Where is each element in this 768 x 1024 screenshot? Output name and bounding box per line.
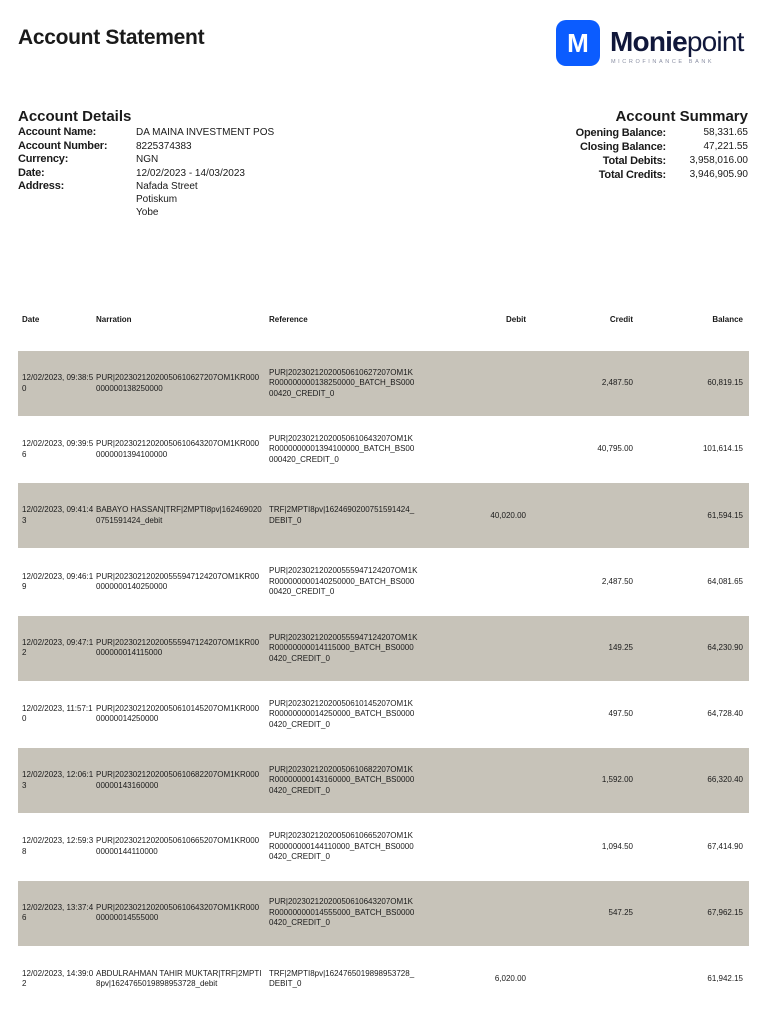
address-block — [136, 180, 198, 219]
detail-row-date — [18, 167, 274, 181]
summary-label: Closing Balance: — [579, 141, 666, 153]
summary-row-closing-balance — [576, 140, 748, 154]
cell-balance: 61,594.15 — [707, 510, 743, 520]
summary-row-opening-balance — [576, 126, 748, 140]
table-row — [18, 881, 749, 946]
summary-label: Total Credits: — [598, 169, 666, 181]
cell-narration: PUR|20230212020050610682207OM1KR00000000143160000 — [96, 770, 260, 790]
summary-label: Opening Balance: — [575, 127, 666, 139]
table-body — [18, 351, 749, 1012]
cell-date: 12/02/2023, 12:59:38 — [22, 836, 94, 856]
detail-label: Account Number: — [18, 139, 108, 152]
table-row — [18, 417, 749, 482]
cell-reference: PUR|20230212020050610643207OM1KR0000000001394100000_BATCH_BS00000420_CREDIT_0 — [269, 433, 415, 464]
transactions-table — [18, 306, 749, 1013]
cell-narration: PUR|20230212020050610665207OM1KR00000000144110000 — [96, 836, 260, 856]
detail-value: 12/02/2023 - 14/03/2023 — [136, 167, 245, 179]
table-row — [18, 748, 749, 813]
cell-narration: PUR|20230212020050610643207OM1KR0000000001394100000 — [96, 439, 260, 459]
summary-row-total-credits — [576, 168, 748, 182]
cell-reference: PUR|20230212020050610145207OM1KR00000000014250000_BATCH_BS00000420_CREDIT_0 — [269, 698, 415, 729]
detail-row-account-name — [18, 126, 274, 140]
summary-label: Total Debits: — [602, 155, 666, 167]
cell-date: 12/02/2023, 13:37:46 — [22, 902, 94, 922]
cell-reference: PUR|20230212020050610682207OM1KR00000000143160000_BATCH_BS00000420_CREDIT_0 — [269, 764, 415, 795]
page-title: Account Statement — [18, 26, 205, 49]
cell-reference: TRF|2MPTI8pv|1624765019898953728_DEBIT_0 — [269, 968, 415, 989]
summary-row-total-debits — [576, 154, 748, 168]
cell-balance: 67,414.90 — [707, 841, 743, 851]
cell-credit: 547.25 — [608, 907, 633, 917]
cell-balance: 67,962.15 — [707, 907, 743, 917]
summary-value: 3,946,905.90 — [689, 169, 748, 180]
summary-value: 58,331.65 — [703, 127, 748, 138]
header-credit: Credit — [609, 314, 633, 324]
cell-narration: PUR|20230212020050610643207OM1KR00000000014555000 — [96, 902, 260, 922]
cell-balance: 66,320.40 — [707, 775, 743, 785]
logo-mark-icon: M — [556, 20, 600, 66]
account-summary — [576, 126, 748, 182]
detail-label: Address: — [18, 180, 65, 193]
cell-date: 12/02/2023, 09:38:50 — [22, 373, 94, 393]
cell-narration: PUR|202302120200555947124207OM1KR000000000140250000 — [96, 571, 260, 592]
cell-reference: PUR|202302120200555947124207OM1KR00000000014115000_BATCH_BS00000420_CREDIT_0 — [269, 632, 418, 663]
cell-date: 12/02/2023, 11:57:10 — [22, 703, 93, 724]
cell-narration: PUR|202302120200555947124207OM1KR00000000014115000 — [96, 637, 260, 658]
summary-value: 47,221.55 — [703, 141, 748, 152]
detail-label: Currency: — [18, 153, 69, 166]
cell-date: 12/02/2023, 09:39:56 — [22, 439, 94, 459]
cell-balance: 64,081.65 — [707, 576, 743, 586]
table-row — [18, 814, 749, 879]
cell-date: 12/02/2023, 09:41:43 — [22, 505, 94, 525]
cell-balance: 61,942.15 — [707, 973, 743, 983]
logo-word-bold: Monie — [610, 26, 687, 57]
cell-date: 12/02/2023, 09:47:12 — [22, 637, 94, 658]
logo-wordmark — [610, 26, 744, 58]
detail-value: DA MAINA INVESTMENT POS — [136, 127, 275, 138]
detail-row-currency — [18, 153, 274, 167]
cell-reference: PUR|202302120200555947124207OM1KR000000000140250000_BATCH_BS00000420_CREDIT_0 — [269, 566, 418, 597]
address-line: Yobe — [136, 207, 159, 219]
cell-narration: PUR|20230212020050610145207OM1KR00000000014250000 — [96, 703, 260, 724]
logo-subtitle: MICROFINANCE BANK — [611, 59, 715, 65]
account-summary-heading: Account Summary — [615, 108, 748, 125]
cell-date: 12/02/2023, 14:39:02 — [22, 968, 94, 989]
table-row — [18, 550, 749, 615]
moniepoint-logo — [556, 20, 752, 70]
cell-reference: PUR|20230212020050610643207OM1KR00000000014555000_BATCH_BS00000420_CREDIT_0 — [269, 897, 415, 928]
cell-date: 12/02/2023, 12:06:13 — [22, 770, 94, 790]
header-date: Date — [22, 314, 40, 324]
table-header — [18, 306, 749, 334]
cell-balance: 64,728.40 — [707, 709, 743, 719]
table-row — [18, 947, 749, 1012]
cell-debit: 40,020.00 — [490, 510, 526, 520]
table-row — [18, 616, 749, 681]
cell-credit: 40,795.00 — [597, 444, 633, 454]
detail-row-account-number — [18, 140, 274, 154]
detail-value: NGN — [136, 154, 159, 166]
table-row — [18, 483, 749, 548]
address-line: Nafada Street — [136, 181, 198, 193]
header-debit: Debit — [506, 314, 526, 324]
cell-reference: TRF|2MPTI8pv|1624690200751591424_DEBIT_0 — [269, 505, 415, 525]
cell-narration: BABAYO HASSAN|TRF|2MPTI8pv|1624690200751591424_debit — [96, 505, 262, 525]
cell-credit: 497.50 — [608, 709, 633, 719]
cell-balance: 101,614.15 — [702, 444, 743, 454]
account-details — [18, 126, 275, 219]
cell-credit: 149.25 — [608, 643, 633, 652]
cell-credit: 1,592.00 — [601, 775, 633, 785]
cell-debit: 6,020.00 — [494, 973, 526, 983]
cell-balance: 64,230.90 — [707, 643, 743, 652]
header-narration: Narration — [96, 314, 132, 324]
cell-narration: ABDULRAHMAN TAHIR MUKTAR|TRF|2MPTI8pv|1624765019898953728_debit — [96, 968, 262, 989]
cell-narration: PUR|20230212020050610627207OM1KR000000000138250000 — [96, 373, 260, 393]
cell-date: 12/02/2023, 09:46:19 — [22, 571, 94, 592]
detail-row-address — [18, 180, 274, 219]
header-reference: Reference — [269, 314, 308, 324]
cell-reference: PUR|20230212020050610665207OM1KR00000000144110000_BATCH_BS00000420_CREDIT_0 — [269, 831, 414, 862]
table-row — [18, 351, 749, 416]
account-details-heading: Account Details — [18, 108, 132, 125]
table-row — [18, 682, 749, 747]
logo-word-regular: point — [686, 26, 744, 57]
detail-value: 8225374383 — [136, 140, 192, 152]
cell-credit: 2,487.50 — [601, 378, 633, 388]
cell-credit: 1,094.50 — [601, 841, 633, 851]
header-balance: Balance — [712, 314, 743, 324]
detail-label: Date: — [18, 166, 45, 179]
cell-reference: PUR|20230212020050610627207OM1KR000000000138250000_BATCH_BS00000420_CREDIT_0 — [269, 367, 415, 398]
address-line: Potiskum — [136, 194, 178, 206]
cell-balance: 60,819.15 — [707, 378, 743, 388]
detail-label: Account Name: — [18, 126, 97, 138]
summary-value: 3,958,016.00 — [689, 155, 748, 166]
cell-credit: 2,487.50 — [601, 576, 633, 586]
